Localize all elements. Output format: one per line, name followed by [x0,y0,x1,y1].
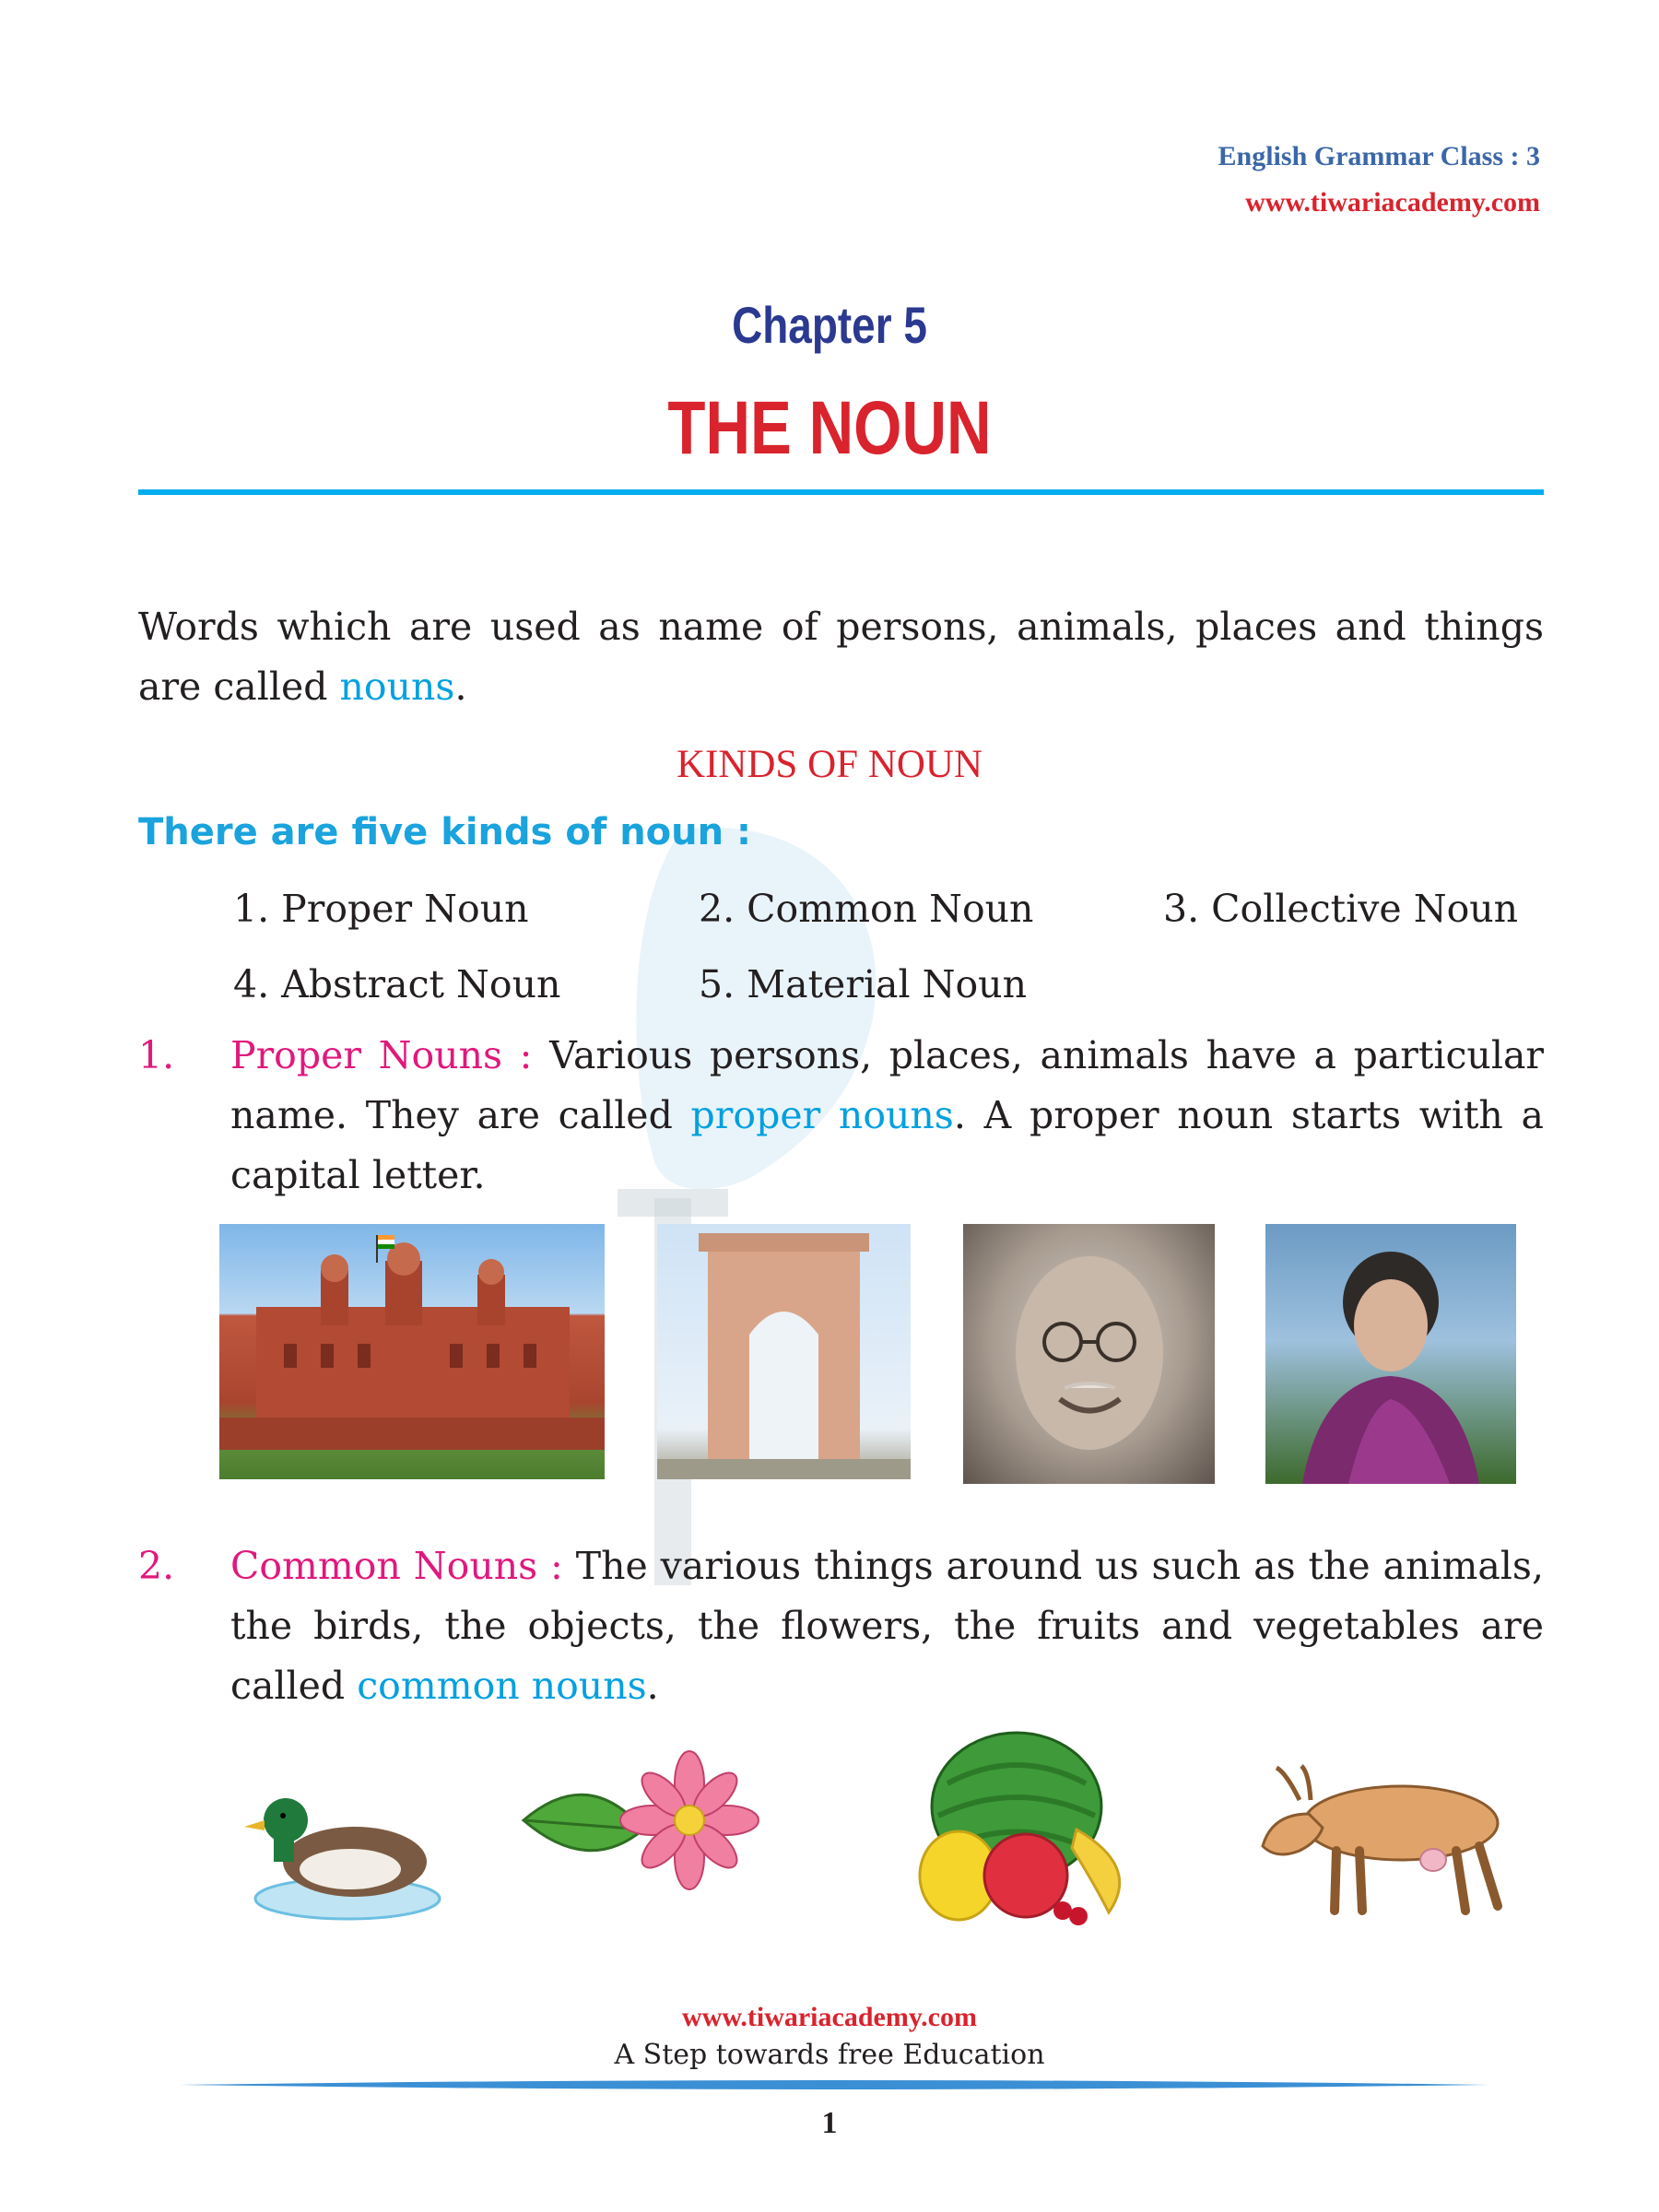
intro-highlight: nouns [339,665,455,709]
intro-text: Words which are used as name of persons, animals, places and things are called [138,605,1544,709]
section-text-end: . A proper noun starts with a capital letter. [230,1093,1544,1197]
india-gate-photo [657,1224,911,1479]
section-term: Common Nouns : [230,1544,563,1588]
footer-site-link[interactable]: www.tiwariacademy.com [682,2002,977,2032]
goat-drawing [1235,1759,1530,1924]
footer-divider [180,2078,1488,2091]
kind-item-abstract: 4. Abstract Noun [233,962,561,1006]
section-number: 2. [138,1544,175,1588]
section-highlight: common nouns [357,1664,647,1708]
footer-tagline: A Step towards free Education [614,2039,1045,2071]
section-highlight: proper nouns [690,1093,954,1137]
kind-item-collective: 3. Collective Noun [1163,887,1519,931]
kind-item-material: 5. Material Noun [699,962,1027,1006]
woman-portrait-photo [1265,1224,1516,1484]
red-fort-drawing [219,1224,605,1479]
section-term: Proper Nouns : [230,1033,533,1077]
header-class-label: English Grammar Class : 3 [1218,141,1540,171]
chapter-number: Chapter 5 [732,296,927,354]
section-proper-nouns [138,1026,1544,1210]
duck-drawing [244,1770,452,1926]
header-site-link[interactable]: www.tiwariacademy.com [1245,187,1540,218]
section-body [230,1536,1544,1716]
kind-item-proper: 1. Proper Noun [233,887,529,931]
kinds-heading: KINDS OF NOUN [676,743,983,786]
red-fort-photo [219,1224,605,1479]
kinds-subheading: There are five kinds of noun : [138,811,752,853]
kind-item-common: 2. Common Noun [699,887,1034,931]
flower-drawing [505,1747,763,1903]
section-text-end: . [646,1664,659,1708]
section-number: 1. [138,1033,175,1077]
section-common-nouns [138,1536,1544,1721]
fruits-drawing [911,1728,1150,1926]
section-text: Various persons, places, animals have a particular name. They are called [230,1033,1544,1137]
title-divider [138,489,1544,495]
woman-portrait-drawing [1265,1224,1516,1484]
intro-text-end: . [454,665,467,709]
page-number: 1 [821,2106,838,2140]
gandhi-portrait-photo [963,1224,1215,1484]
intro-paragraph [138,597,1544,717]
gandhi-portrait-drawing [963,1224,1215,1484]
section-body [230,1026,1544,1206]
india-gate-drawing [657,1224,911,1479]
section-text: The various things around us such as the animals, the birds, the objects, the flowers, the fruits and vegetables are called [230,1544,1544,1708]
chapter-title: THE NOUN [667,386,992,470]
